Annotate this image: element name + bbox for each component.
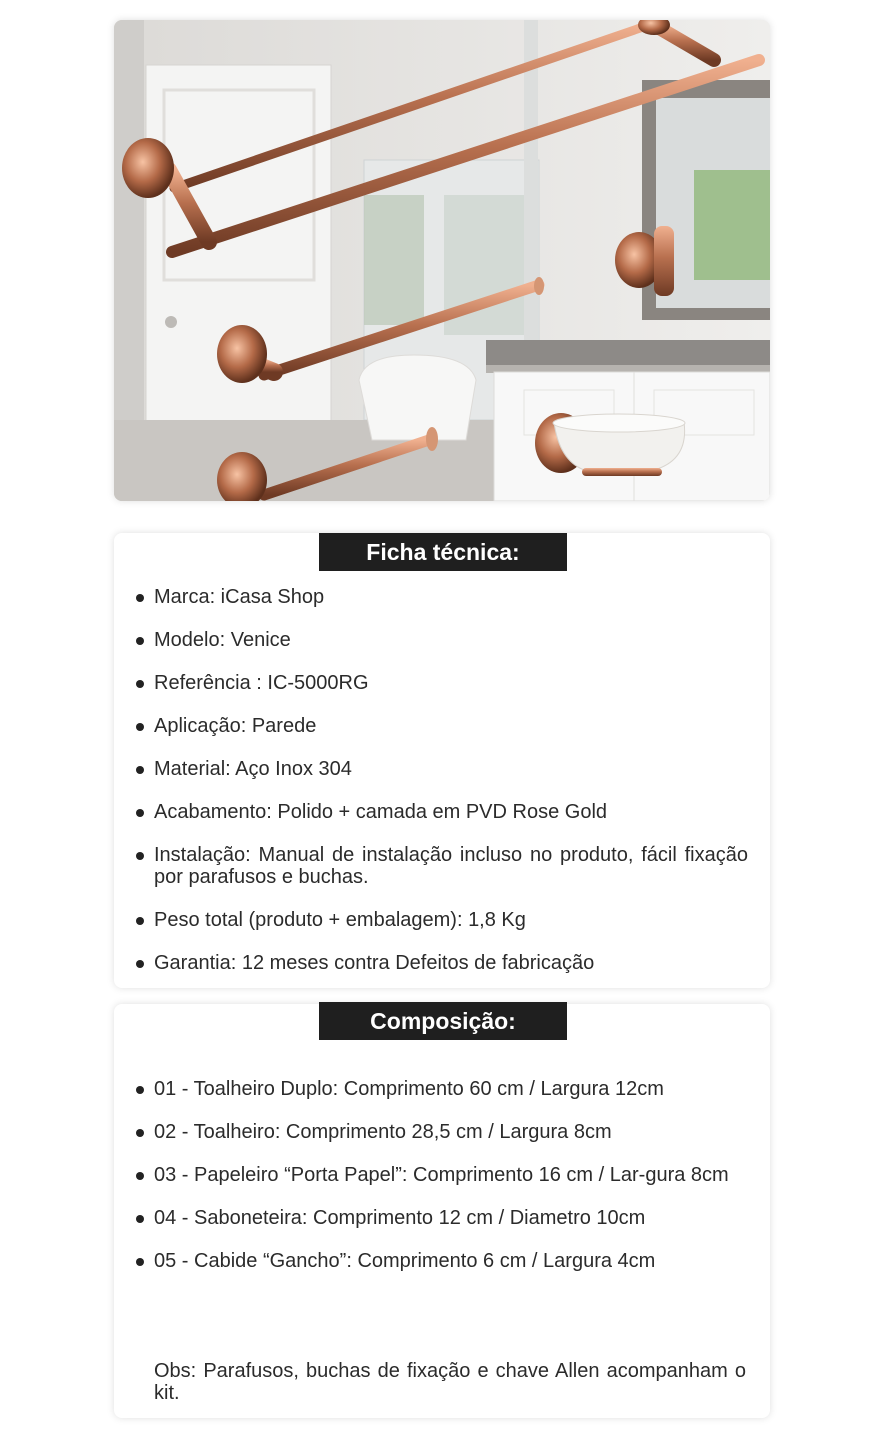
bullet-icon: [136, 852, 144, 860]
spec-item: [136, 844, 748, 888]
composition-text: 04 - Saboneteira: Comprimento 12 cm / Diametro 10cm: [154, 1207, 646, 1229]
spec-text: Peso total (produto + embalagem): 1,8 Kg: [154, 909, 526, 931]
composition-item: [136, 1164, 748, 1186]
composition-text: 05 - Cabide “Gancho”: Comprimento 6 cm / Largura 4cm: [154, 1250, 656, 1272]
bullet-icon: [136, 1086, 144, 1094]
specs-card: [114, 533, 770, 988]
spec-text: Aplicação: Parede: [154, 715, 317, 737]
composition-item: [136, 1250, 748, 1272]
spec-item: [136, 952, 748, 974]
spec-text: Marca: iCasa Shop: [154, 586, 325, 608]
bullet-icon: [136, 1129, 144, 1137]
bullet-icon: [136, 960, 144, 968]
specs-list: [136, 586, 748, 995]
composition-item: [136, 1121, 748, 1143]
composition-note: Obs: Parafusos, buchas de fixação e chave Allen acompanham o kit.: [154, 1360, 746, 1404]
spec-item: [136, 715, 748, 737]
composition-title: Composição:: [319, 1002, 567, 1040]
spec-text: Material: Aço Inox 304: [154, 758, 352, 780]
bullet-icon: [136, 1215, 144, 1223]
spec-item: [136, 586, 748, 608]
spec-item: [136, 909, 748, 931]
composition-text: 01 - Toalheiro Duplo: Comprimento 60 cm / Largura 12cm: [154, 1078, 664, 1100]
bullet-icon: [136, 766, 144, 774]
bullet-icon: [136, 723, 144, 731]
composition-card: [114, 1004, 770, 1418]
bullet-icon: [136, 917, 144, 925]
product-photo-card: [114, 20, 770, 501]
specs-title: Ficha técnica:: [319, 533, 567, 571]
composition-text: 03 - Papeleiro “Porta Papel”: Comprimento 16 cm / Lar-gura 8cm: [154, 1164, 729, 1186]
spec-item: [136, 672, 748, 694]
composition-list: [136, 1078, 748, 1293]
product-photo: [114, 20, 770, 501]
spec-item: [136, 801, 748, 823]
spec-text: Modelo: Venice: [154, 629, 291, 651]
bullet-icon: [136, 1172, 144, 1180]
bullet-icon: [136, 680, 144, 688]
spec-item: [136, 758, 748, 780]
spec-text: Garantia: 12 meses contra Defeitos de fabricação: [154, 952, 595, 974]
composition-text: 02 - Toalheiro: Comprimento 28,5 cm / Largura 8cm: [154, 1121, 612, 1143]
bullet-icon: [136, 809, 144, 817]
spec-text: Acabamento: Polido + camada em PVD Rose Gold: [154, 801, 608, 823]
bullet-icon: [136, 637, 144, 645]
composition-item: [136, 1207, 748, 1229]
spec-text: Referência : IC-5000RG: [154, 672, 369, 694]
spec-item: [136, 629, 748, 651]
bullet-icon: [136, 594, 144, 602]
composition-item: [136, 1078, 748, 1100]
bullet-icon: [136, 1258, 144, 1266]
spec-text: Instalação: Manual de instalação incluso no produto, fácil fixação por parafusos e buchas.: [154, 844, 748, 888]
